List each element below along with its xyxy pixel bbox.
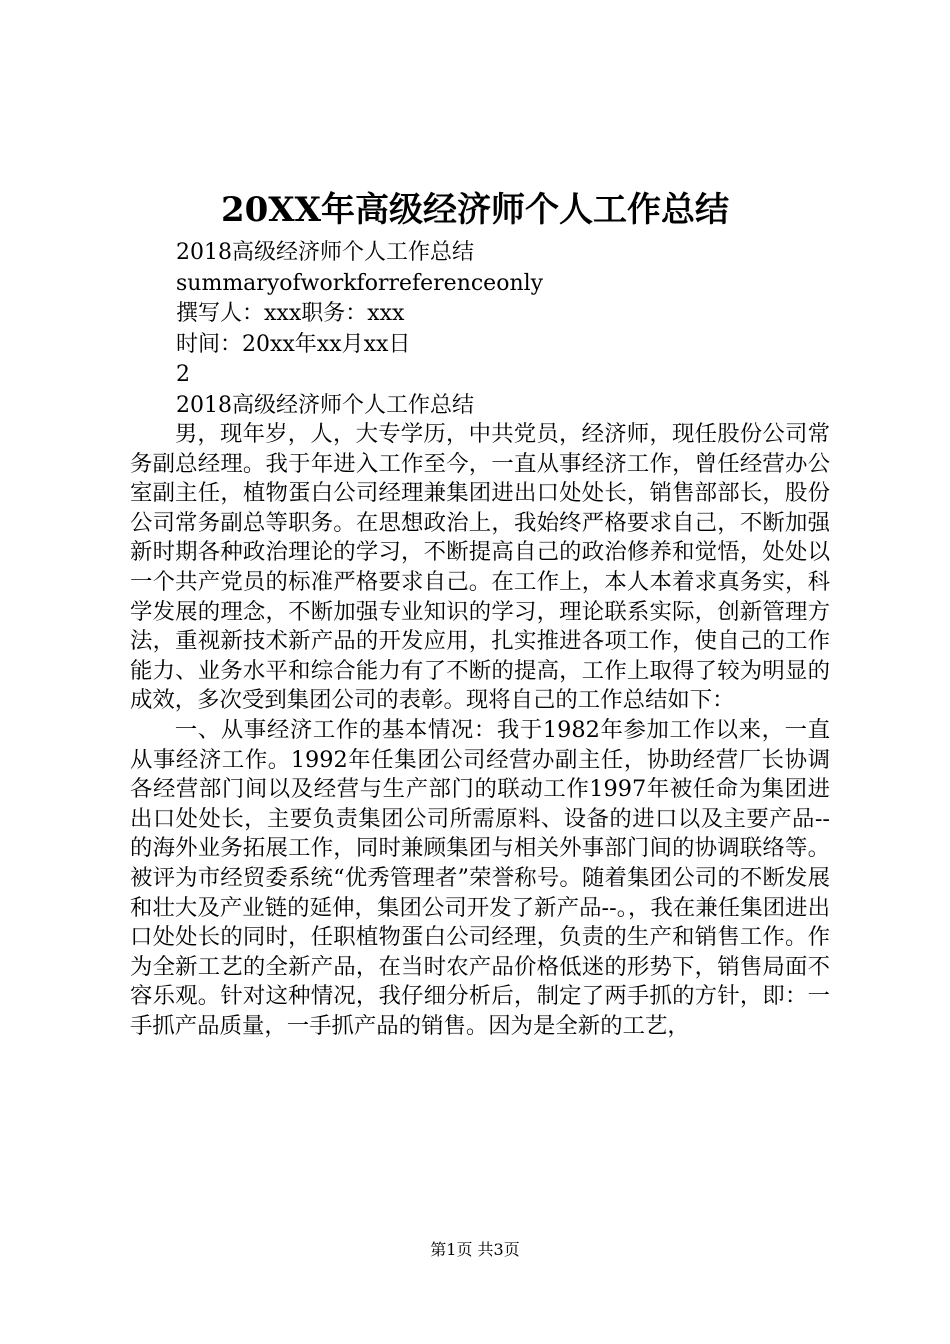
- body-paragraph-intro: 男，现年岁，人，大专学历，中共党员，经济师，现任股份公司常务副总经理。我于年进入工作至今，一直从事经济工作，曾任经营办公室副主任，植物蛋白公司经理兼集团进出口处处长，销售部部长，股份公司常务副总等职务。在思想政治上，我始终严格要求自己，不断加强新时期各种政治理论的学习，不断提高自己的政治修养和觉悟，处处以一个共产党员的标准严格要求自己。在工作上，本人本着求真务实，科学发展的理念，不断加强专业知识的学习，理论联系实际，创新管理方法，重视新技术新产品的开发应用，扎实推进各项工作，使自己的工作能力、业务水平和综合能力有了不断的提高，工作上取得了较为明显的成效，多次受到集团公司的表彰。现将自己的工作总结如下：: [130, 421, 830, 714]
- document-body: [130, 420, 830, 1041]
- body-paragraph-section-1: 一、从事经济工作的基本情况：我于1982年参加工作以来，一直从事经济工作。1992年任集团公司经营办副主任，协助经营厂长协调各经营部门间以及经营与生产部门的联动工作1997年被任命为集团进出口处处长，主要负责集团公司所需原料、设备的进口以及主要产品--的海外业务拓展工作，同时兼顾集团与相关外事部门间的协调联络等。被评为市经贸委系统“优秀管理者”荣誉称号。随着集团公司的不断发展和壮大及产业链的延伸，集团公司开发了新产品--。，我在兼任集团进出口处处长的同时，任职植物蛋白公司经理，负责的生产和销售工作。作为全新工艺的全新产品，在当时农产品价格低迷的形势下，销售局面不容乐观。针对这种情况，我仔细分析后，制定了两手抓的方针，即：一手抓产品质量，一手抓产品的销售。因为是全新的工艺，: [130, 716, 830, 1039]
- author-line: 撰写人：xxx职务：xxx: [176, 301, 405, 327]
- date-line: 时间：20xx年xx月xx日: [176, 331, 411, 357]
- document-meta: [176, 238, 836, 422]
- subtitle-english-line: summaryofworkforreferenceonly: [176, 270, 544, 296]
- section-heading: 2018高级经济师个人工作总结: [176, 392, 474, 418]
- number-line: 2: [176, 362, 190, 388]
- document-title: 20XX年高级经济师个人工作总结: [220, 190, 730, 230]
- page-footer: 第1页 共3页: [430, 1240, 520, 1259]
- subtitle-line: 2018高级经济师个人工作总结: [176, 240, 474, 265]
